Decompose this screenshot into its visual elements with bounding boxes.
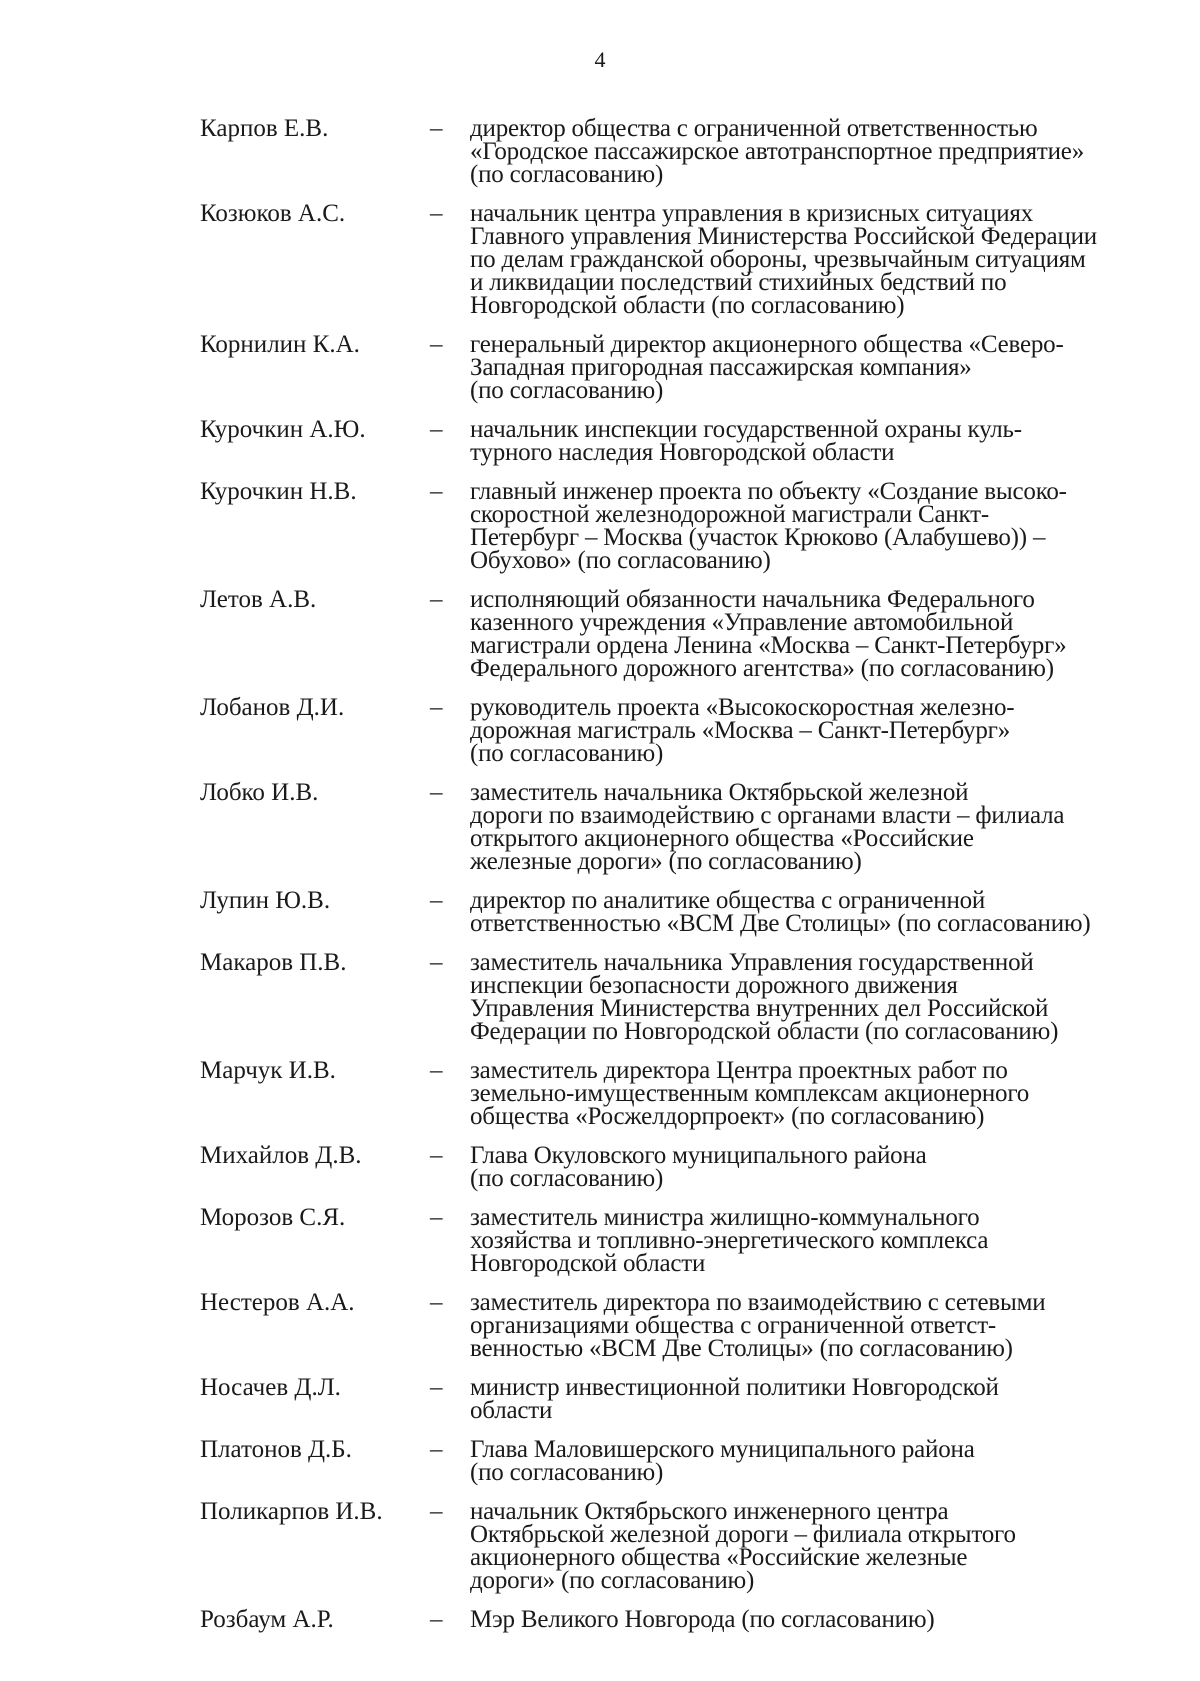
member-role-line: Обухово» (по согласованию) [470, 547, 771, 574]
member-role-line: инспекции безопасности дорожного движения [470, 972, 958, 999]
member-dash: – [430, 1374, 443, 1401]
member-role [470, 1059, 1160, 1128]
member-role-line: Главного управления Министерства Российской Федерации [470, 223, 1097, 250]
member-role-line: директор общества с ограниченной ответственностью [470, 115, 1038, 142]
member-role [470, 1608, 1160, 1631]
member-name: Розбаум А.Р. [200, 1606, 334, 1633]
member-role-line: скоростной железнодорожной магистрали Санкт- [470, 501, 989, 528]
member-role-line: дороги по взаимодействию с органами власти – филиала [470, 802, 1065, 829]
member-dash: – [430, 1057, 443, 1084]
member-role-line: турного наследия Новгородской области [470, 439, 895, 466]
member-role-line: открытого акционерного общества «Российские [470, 825, 974, 852]
member-role [470, 588, 1160, 680]
member-role [470, 480, 1160, 572]
member-dash: – [430, 694, 443, 721]
member-role-line: начальник центра управления в кризисных ситуациях [470, 200, 1034, 227]
list-item [200, 1291, 1160, 1360]
member-role-line: (по согласованию) [470, 1165, 664, 1192]
member-role-line: Управления Министерства внутренних дел Российской [470, 995, 1049, 1022]
list-item [200, 418, 1160, 464]
member-name: Поликарпов И.В. [200, 1498, 383, 1525]
member-role-line: земельно-имущественным комплексам акционерного [470, 1080, 1030, 1107]
member-role-line: ответственностью «ВСМ Две Столицы» (по согласованию) [470, 910, 1091, 937]
member-role [470, 1500, 1160, 1592]
list-item [200, 1144, 1160, 1190]
member-role [470, 117, 1160, 186]
member-dash: – [430, 478, 443, 505]
list-item [200, 781, 1160, 873]
member-name: Михайлов Д.В. [200, 1142, 362, 1169]
member-role-line: железные дороги» (по согласованию) [470, 848, 862, 875]
member-name: Козюков А.С. [200, 200, 346, 227]
member-dash: – [430, 416, 443, 443]
member-role-line: Федерации по Новгородской области (по согласованию) [470, 1018, 1059, 1045]
member-dash: – [430, 779, 443, 806]
list-item [200, 1500, 1160, 1592]
member-role [470, 1376, 1160, 1422]
member-role-line: (по согласованию) [470, 377, 664, 404]
list-item [200, 1059, 1160, 1128]
member-name: Лупин Ю.В. [200, 887, 331, 914]
member-role [470, 781, 1160, 873]
member-role-line: Глава Окуловского муниципального района [470, 1142, 927, 1169]
member-role-line: (по согласованию) [470, 1459, 664, 1486]
member-role [470, 418, 1160, 464]
member-dash: – [430, 586, 443, 613]
member-role-line: исполняющий обязанности начальника Федерального [470, 586, 1035, 613]
list-item [200, 1206, 1160, 1275]
member-role-line: Петербург – Москва (участок Крюково (Алабушево)) – [470, 524, 1046, 551]
member-name: Карпов Е.В. [200, 115, 329, 142]
member-role-line: заместитель начальника Октябрьской железной [470, 779, 969, 806]
member-role-line: начальник инспекции государственной охраны куль- [470, 416, 1022, 443]
member-role-line: руководитель проекта «Высокоскоростная железно- [470, 694, 1015, 721]
list-item [200, 696, 1160, 765]
member-dash: – [430, 1498, 443, 1525]
member-role-line: заместитель начальника Управления государственной [470, 949, 1034, 976]
member-role-line: заместитель директора по взаимодействию с сетевыми [470, 1289, 1046, 1316]
member-role-line: дороги» (по согласованию) [470, 1567, 755, 1594]
member-dash: – [430, 1289, 443, 1316]
member-name: Курочкин Н.В. [200, 478, 357, 505]
member-role-line: «Городское пассажирское автотранспортное предприятие» [470, 138, 1084, 165]
member-role [470, 1438, 1160, 1484]
member-role-line: области [470, 1397, 553, 1424]
list-item [200, 202, 1160, 317]
member-role [470, 951, 1160, 1043]
member-role-line: Федерального дорожного агентства» (по согласованию) [470, 655, 1054, 682]
member-role-line: акционерного общества «Российские железные [470, 1544, 968, 1571]
page-number: 4 [594, 47, 606, 72]
member-role-line: Октябрьской железной дороги – филиала открытого [470, 1521, 1016, 1548]
list-item [200, 1376, 1160, 1422]
member-role-line: дорожная магистраль «Москва – Санкт-Петербург» [470, 717, 1010, 744]
member-role-line: венностью «ВСМ Две Столицы» (по согласованию) [470, 1335, 1013, 1362]
member-role-line: казенного учреждения «Управление автомобильной [470, 609, 1014, 636]
member-role-line: магистрали ордена Ленина «Москва – Санкт-Петербург» [470, 632, 1067, 659]
member-name: Лобанов Д.И. [200, 694, 345, 721]
member-role-line: министр инвестиционной политики Новгородской [470, 1374, 999, 1401]
member-dash: – [430, 1204, 443, 1231]
member-name: Курочкин А.Ю. [200, 416, 366, 443]
member-dash: – [430, 1436, 443, 1463]
member-role [470, 1291, 1160, 1360]
member-name: Лобко И.В. [200, 779, 319, 806]
member-name: Марчук И.В. [200, 1057, 336, 1084]
member-role [470, 202, 1160, 317]
list-item [200, 480, 1160, 572]
member-role-line: Глава Маловишерского муниципального района [470, 1436, 975, 1463]
member-role-line: главный инженер проекта по объекту «Создание высоко- [470, 478, 1067, 505]
member-role [470, 333, 1160, 402]
member-name: Платонов Д.Б. [200, 1436, 352, 1463]
member-role-line: Западная пригородная пассажирская компания» [470, 354, 972, 381]
member-role-line: начальник Октябрьского инженерного центра [470, 1498, 949, 1525]
list-item [200, 117, 1160, 186]
list-item [200, 588, 1160, 680]
member-dash: – [430, 887, 443, 914]
member-name: Морозов С.Я. [200, 1204, 346, 1231]
member-role-line: заместитель министра жилищно-коммунального [470, 1204, 980, 1231]
member-role-line: заместитель директора Центра проектных работ по [470, 1057, 1008, 1084]
member-role-line: хозяйства и топливно-энергетического комплекса [470, 1227, 989, 1254]
member-dash: – [430, 200, 443, 227]
member-name: Носачев Д.Л. [200, 1374, 341, 1401]
member-name: Нестеров А.А. [200, 1289, 355, 1316]
member-role [470, 1206, 1160, 1275]
member-dash: – [430, 331, 443, 358]
member-dash: – [430, 1606, 443, 1633]
member-role-line: по делам гражданской обороны, чрезвычайным ситуациям [470, 246, 1086, 273]
member-role [470, 889, 1160, 935]
member-dash: – [430, 949, 443, 976]
member-role-line: директор по аналитике общества с ограниченной [470, 887, 986, 914]
members-list [200, 117, 1160, 1648]
member-role-line: Новгородской области [470, 1250, 706, 1277]
member-role-line: (по согласованию) [470, 161, 664, 188]
list-item [200, 889, 1160, 935]
member-role-line: генеральный директор акционерного общества «Северо- [470, 331, 1064, 358]
member-role [470, 1144, 1160, 1190]
member-name: Летов А.В. [200, 586, 317, 613]
member-role-line: общества «Росжелдорпроект» (по согласованию) [470, 1103, 985, 1130]
member-name: Макаров П.В. [200, 949, 347, 976]
list-item [200, 1438, 1160, 1484]
member-role-line: (по согласованию) [470, 740, 664, 767]
member-role-line: и ликвидации последствий стихийных бедствий по [470, 269, 1007, 296]
member-role [470, 696, 1160, 765]
list-item [200, 333, 1160, 402]
member-role-line: организациями общества с ограниченной ответст- [470, 1312, 997, 1339]
member-dash: – [430, 115, 443, 142]
list-item [200, 1608, 1160, 1632]
member-role-line: Мэр Великого Новгорода (по согласованию) [470, 1606, 935, 1633]
list-item [200, 951, 1160, 1043]
member-role-line: Новгородской области (по согласованию) [470, 292, 905, 319]
member-name: Корнилин К.А. [200, 331, 360, 358]
member-dash: – [430, 1142, 443, 1169]
